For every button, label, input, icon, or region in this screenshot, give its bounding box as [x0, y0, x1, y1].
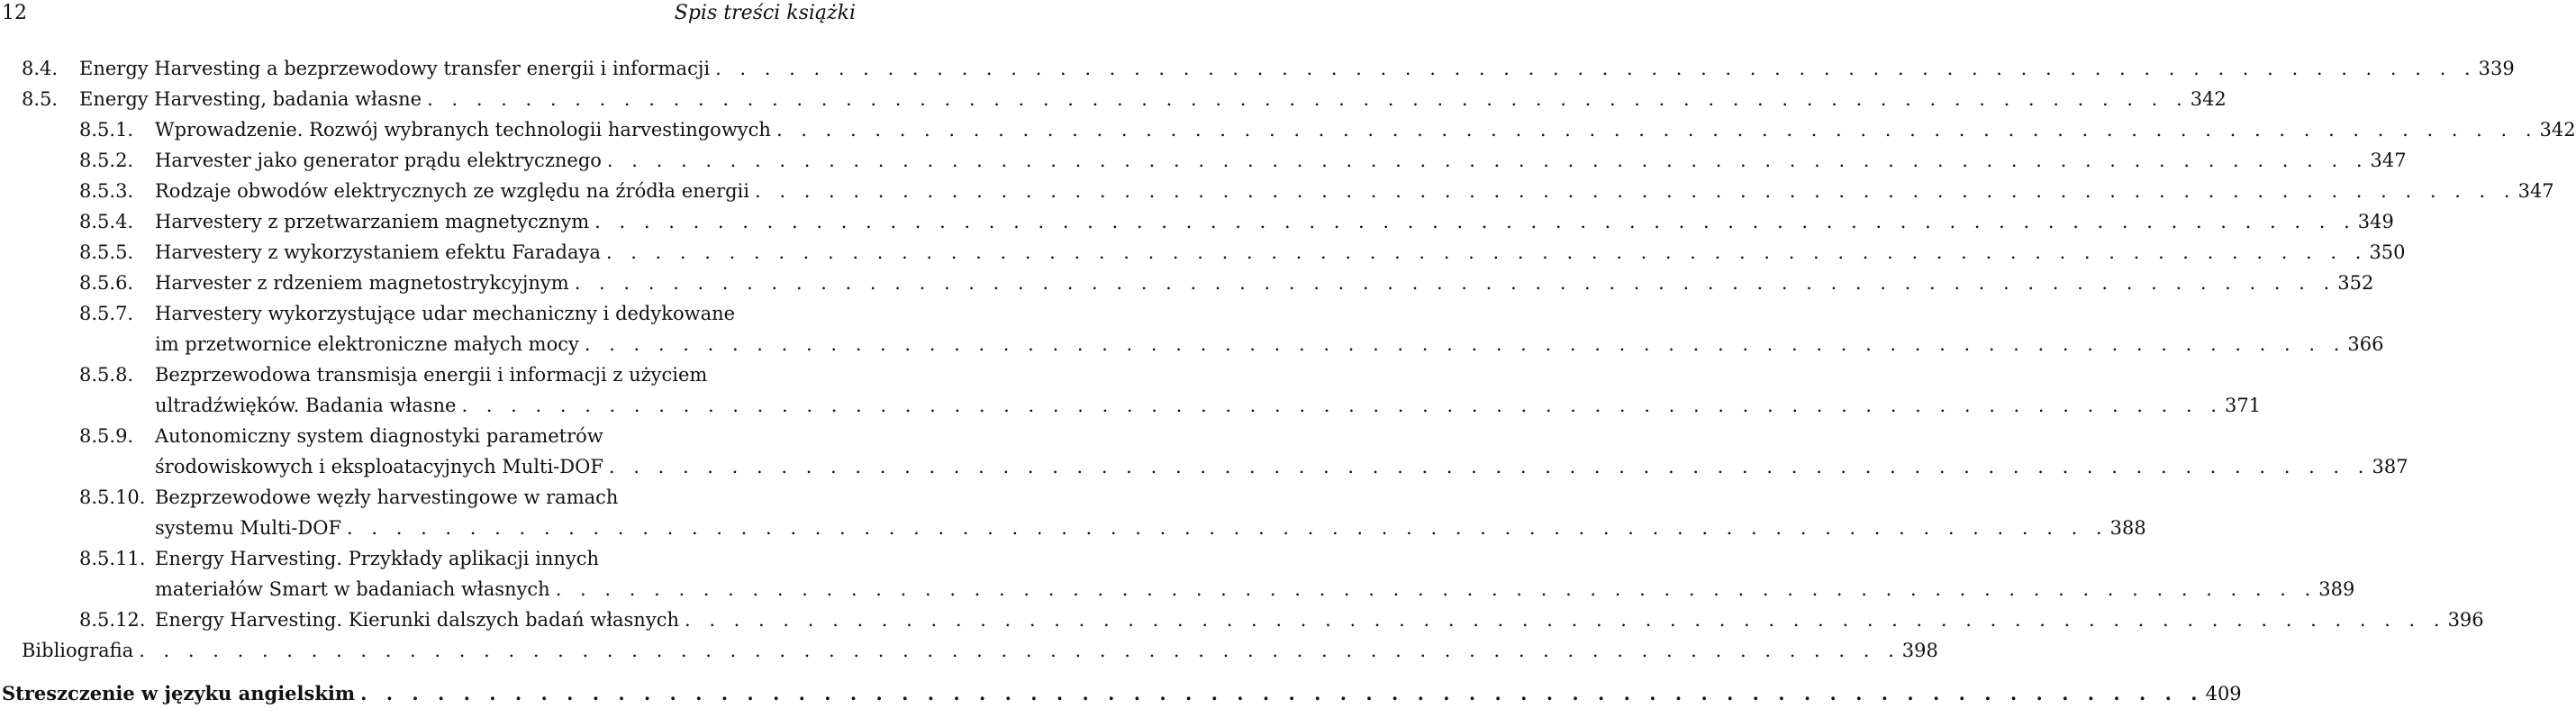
toc-entry-line	[155, 329, 2384, 359]
toc-entry-line	[79, 84, 2227, 114]
toc-entry-number: 8.5.11.	[79, 548, 146, 569]
leader-dots: . . . . . . . . . . . . . . . . . . . . . . . . . . . . . . . . . . . . . . . . . . . . . . . . . . . . . . . . . . . . . . . . . . . . . . . .	[594, 211, 2356, 232]
toc-entry-line	[2, 678, 2242, 709]
toc-entry-line	[155, 145, 2407, 176]
toc-entry-number: 8.4.	[22, 58, 59, 79]
toc-entry-title: systemu Multi-DOF	[155, 517, 342, 539]
toc-entry-line	[155, 359, 856, 390]
toc-entry-title: ultradźwięków. Badania własne	[155, 395, 457, 416]
leader-dots: . . . . . . . . . . . . . . . . . . . . . . . . . . . . . . . . . . . . . . . . . . . . . . . . . . . . . . . . . . . . . . . . . . . . . . . .	[427, 88, 2189, 110]
toc-entry-title: Bibliografia	[22, 640, 134, 661]
toc-entry-title: Harvestery z przetwarzaniem magnetycznym	[155, 211, 590, 232]
toc-entry-title: Harvestery z wykorzystaniem efektu Faradaya	[155, 241, 601, 263]
toc-entry-number: 8.5.6.	[79, 272, 134, 294]
toc-entry-title: Bezprzewodowe węzły harvestingowe w ramach	[155, 486, 619, 508]
toc-entry-title: Harvester z rdzeniem magnetostrykcyjnym	[155, 272, 569, 294]
toc-entry-line	[155, 482, 856, 513]
page-header	[0, 0, 865, 36]
toc-entry-page: 366	[2347, 333, 2384, 355]
toc-entry-line	[155, 268, 2374, 298]
toc-entry-line	[155, 451, 2408, 482]
toc-entry-page: 349	[2357, 211, 2394, 232]
toc-entry[interactable]	[0, 329, 2384, 359]
leader-dots: . . . . . . . . . . . . . . . . . . . . . . . . . . . . . . . . . . . . . . . . . . . . . . . . . . . . . . . . . . . . . . . . . . . . . . . .	[715, 58, 2477, 79]
toc-entry-title: materiałów Smart w badaniach własnych	[155, 578, 550, 600]
toc-entry[interactable]	[0, 513, 2146, 543]
toc-entry-number: 8.5.10.	[79, 486, 146, 508]
toc-entry[interactable]	[0, 237, 2406, 268]
toc-entry[interactable]	[0, 482, 865, 513]
leader-dots: . . . . . . . . . . . . . . . . . . . . . . . . . . . . . . . . . . . . . . . . . . . . . . . . . . . . . . . . . . . . . . . . . . . . . . . .	[574, 272, 2336, 294]
toc-entry[interactable]	[0, 145, 2407, 176]
toc-entry-number: 8.5.3.	[79, 180, 134, 202]
leader-dots: . . . . . . . . . . . . . . . . . . . . . . . . . . . . . . . . . . . . . . . . . . . . . . . . . . . . . . . . . . . . . . . . . . . . . . . .	[584, 333, 2346, 355]
toc-entry-title: im przetwornice elektroniczne małych mocy	[155, 333, 579, 355]
toc-entry[interactable]	[0, 421, 865, 451]
toc-entry-line	[155, 114, 2576, 145]
toc-entry-number: 8.5.5.	[79, 241, 134, 263]
leader-dots: . . . . . . . . . . . . . . . . . . . . . . . . . . . . . . . . . . . . . . . . . . . . . . . . . . . . . . . . . . . . . . . . . . . . . . . .	[605, 241, 2368, 263]
toc-entry-page: 347	[2370, 150, 2407, 171]
toc-entry-line	[155, 543, 856, 574]
toc-entry[interactable]	[0, 53, 2515, 84]
toc-entry-page: 388	[2109, 517, 2146, 539]
toc-entry[interactable]	[0, 114, 2576, 145]
toc-entry-number: 8.5.1.	[79, 119, 134, 141]
toc-entry-number: 8.5.8.	[79, 364, 134, 386]
toc-entry-line	[155, 513, 2146, 543]
toc-entry-line	[155, 604, 2484, 635]
toc-entry-number: 8.5.4.	[79, 211, 134, 232]
toc-entry[interactable]	[0, 359, 865, 390]
toc-entry-title: Streszczenie w języku angielskim	[2, 682, 356, 704]
toc-entry-title: środowiskowych i eksploatacyjnych Multi-DOF	[155, 456, 603, 477]
toc-entry-line	[22, 635, 1938, 666]
toc-entry-line	[155, 390, 2262, 421]
toc-entry-page: 342	[2190, 88, 2227, 110]
leader-dots: . . . . . . . . . . . . . . . . . . . . . . . . . . . . . . . . . . . . . . . . . . . . . . . . . . . . . . . . . . . . . . . . . . . . . . . .	[776, 119, 2538, 141]
toc-entry[interactable]	[0, 176, 2554, 206]
leader-dots: . . . . . . . . . . . . . . . . . . . . . . . . . . . . . . . . . . . . . . . . . . . . . . . . . . . . . . . . . . . . . . . . . . . . . . . .	[139, 640, 1900, 661]
leader-dots: . . . . . . . . . . . . . . . . . . . . . . . . . . . . . . . . . . . . . . . . . . . . . . . . . . . . . . . . . . . . . . . . . . . . . . . .	[347, 517, 2109, 539]
toc-entry-line	[79, 53, 2515, 84]
leader-dots: . . . . . . . . . . . . . . . . . . . . . . . . . . . . . . . . . . . . . . . . . . . . . . . . . . . . . . . . . . . . . . . . . . . . . . . .	[360, 682, 2204, 704]
toc-entry-line	[155, 298, 856, 329]
toc-entry-page: 398	[1901, 640, 1938, 661]
leader-dots: . . . . . . . . . . . . . . . . . . . . . . . . . . . . . . . . . . . . . . . . . . . . . . . . . . . . . . . . . . . . . . . . . . . . . . . .	[555, 578, 2317, 600]
toc-entry-page: 347	[2517, 180, 2554, 202]
toc-entry-title: Energy Harvesting a bezprzewodowy transfer energii i informacji	[79, 58, 711, 79]
table-of-contents	[0, 53, 2576, 709]
toc-entry-number: 8.5.12.	[79, 609, 146, 631]
toc-entry-page: 396	[2447, 609, 2484, 631]
toc-entry-title: Wprowadzenie. Rozwój wybranych technologii harvestingowych	[155, 119, 771, 141]
toc-entry-line	[155, 421, 856, 451]
toc-entry-page: 371	[2225, 395, 2262, 416]
toc-entry-title: Energy Harvesting. Kierunki dalszych badań własnych	[155, 609, 679, 631]
toc-entry[interactable]	[0, 298, 865, 329]
toc-entry-page: 389	[2318, 578, 2355, 600]
toc-entry-number: 8.5.7.	[79, 303, 134, 324]
toc-entry[interactable]	[0, 543, 865, 574]
toc-entry-line	[155, 574, 2355, 604]
toc-entry[interactable]	[0, 604, 2484, 635]
toc-entry-title: Harvestery wykorzystujące udar mechaniczny i dedykowane	[155, 303, 736, 324]
leader-dots: . . . . . . . . . . . . . . . . . . . . . . . . . . . . . . . . . . . . . . . . . . . . . . . . . . . . . . . . . . . . . . . . . . . . . . . .	[608, 456, 2371, 477]
toc-entry[interactable]	[0, 574, 2355, 604]
toc-entry[interactable]	[0, 678, 2242, 709]
toc-entry-page: 409	[2205, 683, 2242, 704]
toc-entry-title: Energy Harvesting. Przykłady aplikacji innych	[155, 548, 600, 569]
leader-dots: . . . . . . . . . . . . . . . . . . . . . . . . . . . . . . . . . . . . . . . . . . . . . . . . . . . . . . . . . . . . . . . . . . . . . . . .	[684, 609, 2446, 631]
toc-entry-title: Autonomiczny system diagnostyki parametrów	[155, 425, 603, 447]
toc-entry-title: Rodzaje obwodów elektrycznych ze względu na źródła energii	[155, 180, 749, 202]
toc-entry-line	[155, 237, 2406, 268]
leader-dots: . . . . . . . . . . . . . . . . . . . . . . . . . . . . . . . . . . . . . . . . . . . . . . . . . . . . . . . . . . . . . . . . . . . . . . . .	[461, 395, 2224, 416]
toc-entry[interactable]	[0, 206, 2394, 237]
toc-entry-page: 339	[2478, 58, 2515, 79]
toc-entry-title: Energy Harvesting, badania własne	[79, 88, 422, 110]
toc-entry-number: 8.5.	[22, 88, 59, 110]
toc-entry[interactable]	[0, 84, 2227, 114]
toc-entry-line	[155, 206, 2394, 237]
toc-entry-title: Harvester jako generator prądu elektrycznego	[155, 150, 602, 171]
toc-entry-page: 352	[2337, 272, 2374, 294]
toc-entry[interactable]	[0, 268, 2374, 298]
page-number: 12	[2, 2, 27, 24]
toc-entry-page: 350	[2369, 241, 2406, 263]
toc-entry[interactable]	[0, 390, 2262, 421]
leader-dots: . . . . . . . . . . . . . . . . . . . . . . . . . . . . . . . . . . . . . . . . . . . . . . . . . . . . . . . . . . . . . . . . . . . . . . . .	[755, 180, 2517, 202]
toc-entry[interactable]	[0, 635, 1938, 666]
toc-entry-title: Bezprzewodowa transmisja energii i informacji z użyciem	[155, 364, 708, 386]
toc-entry[interactable]	[0, 451, 2408, 482]
running-title: Spis treści książki	[674, 2, 856, 24]
toc-entry-number: 8.5.2.	[79, 150, 134, 171]
leader-dots: . . . . . . . . . . . . . . . . . . . . . . . . . . . . . . . . . . . . . . . . . . . . . . . . . . . . . . . . . . . . . . . . . . . . . . . .	[606, 150, 2369, 171]
toc-entry-page: 387	[2372, 456, 2408, 477]
toc-entry-line	[155, 176, 2554, 206]
toc-entry-page: 342	[2539, 119, 2576, 141]
toc-entry-number: 8.5.9.	[79, 425, 134, 447]
